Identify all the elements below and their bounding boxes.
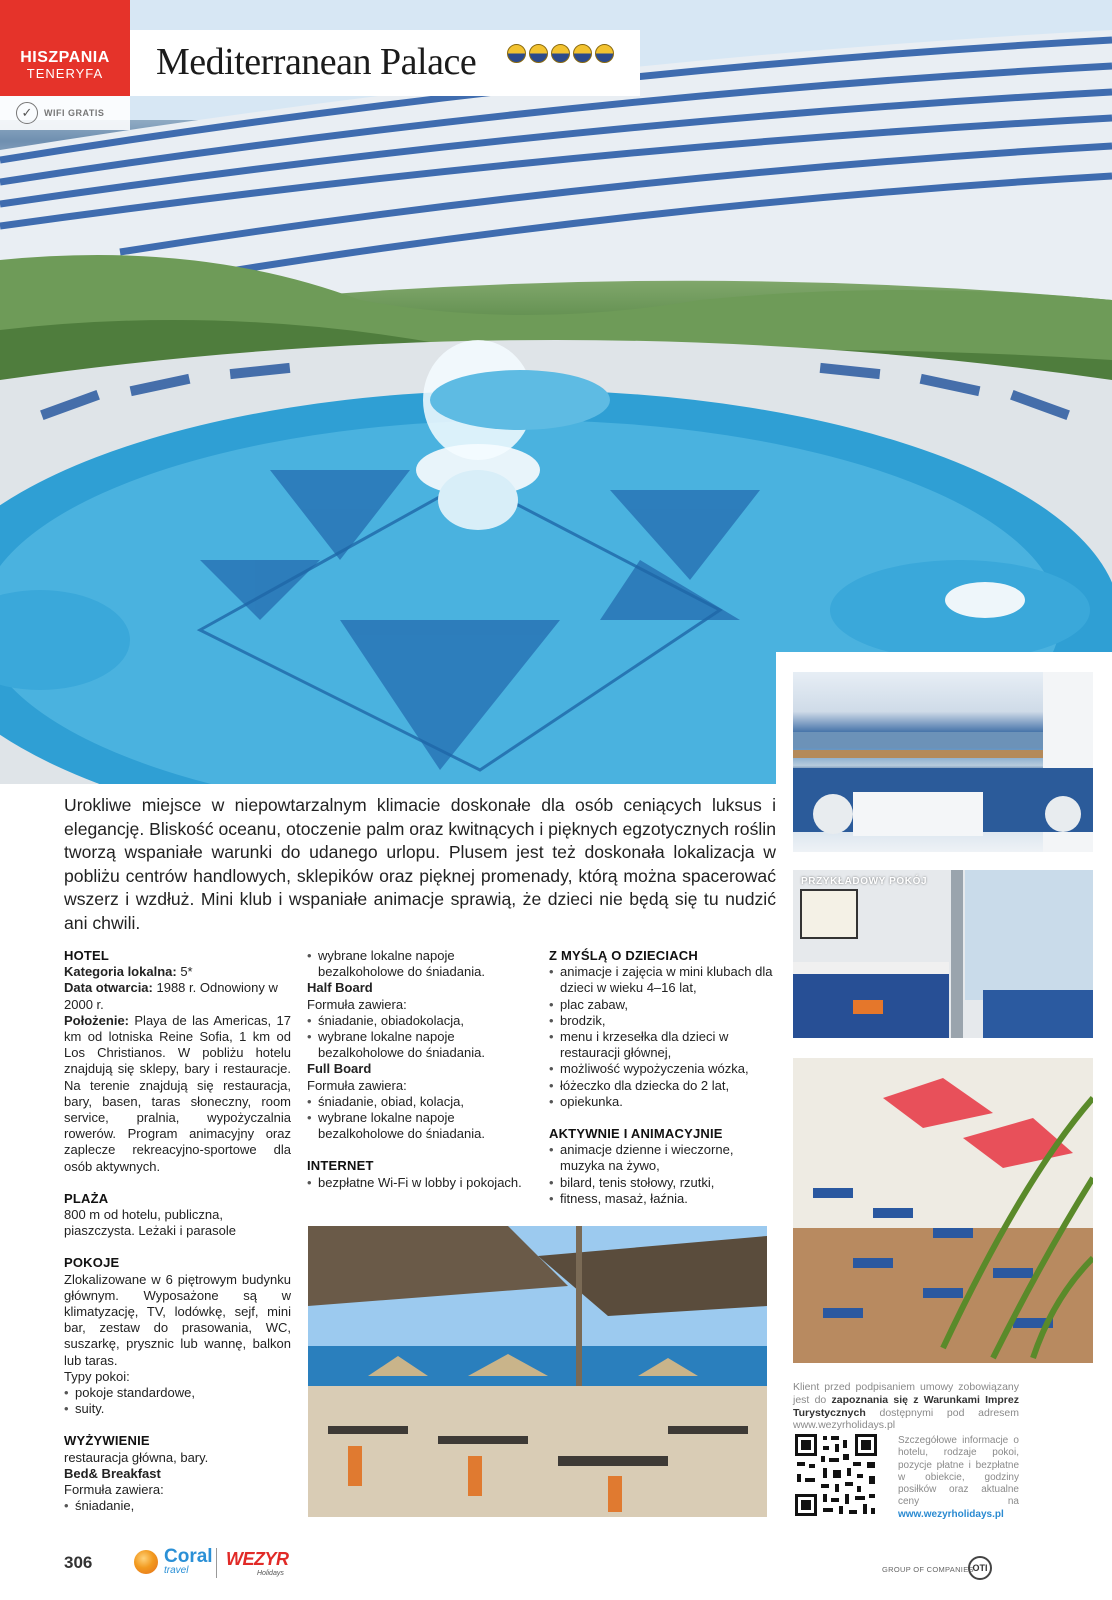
wifi-label: WIFI GRATIS <box>44 108 105 118</box>
star-icon <box>595 44 614 63</box>
hb-title: Half Board <box>307 980 373 996</box>
star-icon <box>573 44 592 63</box>
opened-label: Data otwarcia: <box>64 980 153 996</box>
coral-travel-logo <box>134 1548 213 1576</box>
qr-description <box>898 1435 1019 1521</box>
logo-divider <box>216 1548 217 1578</box>
list-item: • menu i krzesełka dla dzieci w restauracji głównej, <box>549 1029 777 1061</box>
bb-label: Formuła zawiera: <box>64 1482 164 1498</box>
beach-restaurant-photo <box>308 1226 767 1517</box>
list-item: • suity. <box>64 1401 291 1417</box>
list-item: • animacje dzienne i wieczorne, muzyka na żywo, <box>549 1142 777 1174</box>
disclaimer-text-2: dostępnymi pod adresem www.wezyrholidays.pl <box>793 1406 1019 1432</box>
page-number: 306 <box>64 1553 93 1572</box>
list-item: • plac zabaw, <box>549 997 777 1013</box>
category-value: 5* <box>176 964 193 980</box>
destination-badge <box>0 0 130 96</box>
country-label: HISZPANIA <box>20 49 110 66</box>
coral-ball-icon <box>134 1550 158 1574</box>
info-column-3 <box>549 948 777 1207</box>
list-item: • animacje i zajęcia w mini klubach dla dzieci w wieku 4–16 lat, <box>549 964 777 996</box>
category-label: Kategoria lokalna: <box>64 964 177 980</box>
info-column-2 <box>307 948 535 1191</box>
qr-text: Szczegółowe informacje o hotelu, rodzaje pokoi, pozycje płatne i bezpłatne w obiekcie, godziny posiłków oraz aktualne ceny na <box>898 1435 1019 1508</box>
category-line <box>64 964 291 980</box>
room-types-label: Typy pokoi: <box>64 1368 130 1384</box>
internet-section-title: INTERNET <box>307 1158 374 1174</box>
hotel-section-title: HOTEL <box>64 948 110 963</box>
region-label: TENERYFA <box>26 66 104 81</box>
fb-title: Full Board <box>307 1061 372 1077</box>
rooms-text: Zlokalizowane w 6 piętrowym budynku głównym. Wyposażone są w klimatyzację, TV, lodówkę, sejf, mini bar, zestaw do prasowania, WC, suszarkę, prysznic lub wannę, balkon lub taras. <box>64 1271 291 1368</box>
food-section-title: WYŻYWIENIE <box>64 1433 150 1449</box>
list-item: • możliwość wypożyczenia wózka, <box>549 1061 777 1077</box>
list-item: • fitness, masaż, łaźnia. <box>549 1191 777 1207</box>
info-column-1 <box>64 948 291 1515</box>
oti-logo: OTI <box>968 1556 992 1580</box>
beach-section-title: PLAŻA <box>64 1190 109 1206</box>
list-item: • łóżeczko dla dziecka do 2 lat, <box>549 1078 777 1094</box>
room-photo-label: PRZYKŁADOWY POKÓJ <box>801 876 928 887</box>
list-item: • śniadanie, <box>64 1498 291 1514</box>
wifi-badge <box>0 96 130 130</box>
coral-logo-sub: travel <box>164 1565 189 1576</box>
location-line <box>64 1013 291 1175</box>
list-item: • brodzik, <box>549 1013 777 1029</box>
star-icon <box>551 44 570 63</box>
location-value: Playa de las Americas, 17 km od lotniska Reine Sofia, 1 km od Los Christianos. W pobliżu hotelu znajdują się sklepy, bary i restauracje. Na terenie znajdują się restauracja, bary, basen, taras słoneczny, room service, pralnia, wypożyczalnia rowerów. Program animacyjny oraz zaplecze rekreacyjno-sportowe dla osób aktywnych. <box>64 1012 291 1174</box>
coral-logo-text: Coral <box>164 1546 213 1567</box>
bb-title: Bed& Breakfast <box>64 1465 161 1481</box>
hotel-name: Mediterranean Palace <box>156 41 477 83</box>
disclaimer-text-1: Klient przed podpisaniem umowy zobowiązany jest do <box>793 1381 1019 1406</box>
active-section-title: AKTYWNIE I ANIMACYJNIE <box>549 1126 723 1142</box>
terrace-illustration <box>793 1058 1093 1363</box>
star-rating <box>507 44 614 63</box>
star-icon <box>529 44 548 63</box>
list-item: • śniadanie, obiadokolacja, <box>307 1013 535 1029</box>
beach-illustration <box>308 1226 767 1517</box>
kids-section-title: Z MYŚLĄ O DZIECIACH <box>549 948 698 963</box>
list-item: • opiekunka. <box>549 1094 777 1110</box>
location-label: Położenie: <box>64 1012 130 1028</box>
room-photo <box>793 870 1093 1038</box>
star-icon <box>507 44 526 63</box>
wezyr-logo-sub: Holidays <box>257 1570 284 1577</box>
rooms-section-title: POKOJE <box>64 1255 120 1271</box>
list-item: • pokoje standardowe, <box>64 1385 291 1401</box>
balcony-photo <box>793 672 1093 852</box>
beach-text: 800 m od hotelu, publiczna, piaszczysta. Leżaki i parasole <box>64 1207 236 1239</box>
checkmark-icon: ✓ <box>16 102 38 124</box>
room-illustration <box>793 870 1093 1038</box>
fb-label: Formuła zawiera: <box>307 1077 407 1093</box>
terrace-photo <box>793 1058 1093 1363</box>
hotel-description: Urokliwe miejsce w niepowtarzalnym klimacie doskonałe dla osób ceniących luksus i elegancję. Bliskość oceanu, otoczenie palm oraz kwitnących i pięknych egzotycznych roślin tworzą wspaniałe warunki do udanego urlopu. Plusem jest też doskonała lokalizacja w pobliżu centrów handlowych, sklepików oraz pięknej promenady, którą można spacerować wszerz i wzdłuż. Mini klub i wspaniałe animacje sprawią, że dzieci nie będą się tu nudzić ani chwili. <box>64 795 776 933</box>
website-link[interactable]: www.wezyrholidays.pl <box>898 1508 1004 1520</box>
opened-line <box>64 980 291 1012</box>
qr-code[interactable] <box>793 1432 879 1518</box>
food-text: restauracja główna, bary. <box>64 1449 209 1465</box>
balcony-illustration <box>793 672 1093 852</box>
list-item: • śniadanie, obiad, kolacja, <box>307 1094 535 1110</box>
group-label: GROUP OF COMPANIES <box>882 1565 974 1574</box>
hb-label: Formuła zawiera: <box>307 996 407 1012</box>
list-item: • wybrane lokalne napoje bezalkoholowe do śniadania. <box>307 1029 535 1061</box>
terms-disclaimer <box>793 1381 1019 1432</box>
wezyr-logo-text: WEZYR <box>226 1549 289 1569</box>
opened-value: 1988 r. Odnowiony w 2000 r. <box>64 980 278 1012</box>
list-item: • wybrane lokalne napoje bezalkoholowe do śniadania. <box>307 948 535 980</box>
list-item: • wybrane lokalne napoje bezalkoholowe do śniadania. <box>307 1110 535 1142</box>
list-item: • bilard, tenis stołowy, rzutki, <box>549 1175 777 1191</box>
qr-code-icon <box>793 1432 879 1518</box>
list-item: • bezpłatne Wi-Fi w lobby i pokojach. <box>307 1175 535 1191</box>
disclaimer-terms-link[interactable]: zapoznania się z Warunkami Imprez Turystycznych <box>793 1393 1019 1419</box>
